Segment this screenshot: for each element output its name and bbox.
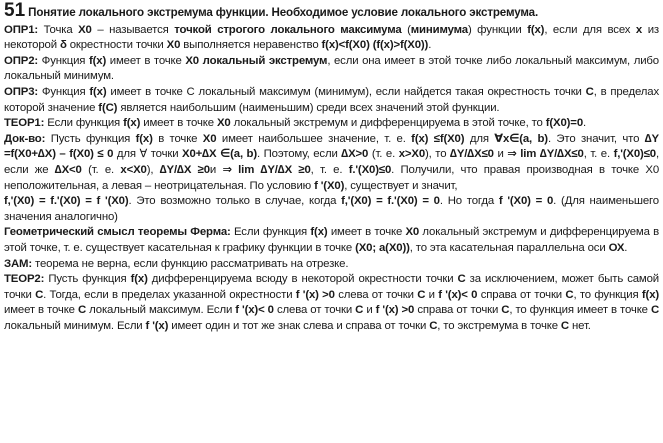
math: С xyxy=(457,273,466,286)
text: локальный экстремум и дифференцируема в этой точке, то xyxy=(230,117,546,130)
text: локальный экстремум и дифференцируема в этой точке, т. е. существует касательная к графику функции в точке xyxy=(4,226,660,254)
math: С xyxy=(585,85,594,98)
math: f(x) ≤f(X0) xyxy=(411,132,465,145)
theorem-1-label: ТЕОР1: xyxy=(4,117,45,130)
text: (т. е. xyxy=(81,163,121,176)
math: X0+∆X ∈(a, b) xyxy=(182,148,258,161)
math: Х0 xyxy=(78,23,92,36)
text: (т. е. xyxy=(368,148,399,161)
text: Если функция xyxy=(44,117,124,130)
text: и xyxy=(209,163,223,176)
text: и xyxy=(493,148,508,161)
math: f '(x) >0 xyxy=(375,304,415,317)
text: Если функция xyxy=(230,226,311,239)
text: . Но тогда xyxy=(439,195,499,208)
math: f(x) xyxy=(641,288,660,301)
text: , если она имеет в этой точке либо локальный максимум, либо локальный минимум. xyxy=(4,54,659,83)
text: Функция xyxy=(38,85,90,98)
math: Х0 xyxy=(216,117,231,130)
text: , существует и значит, xyxy=(344,179,458,192)
text: . xyxy=(624,241,628,254)
math: ∆X>0 xyxy=(341,148,369,161)
math: x<X0 xyxy=(120,163,147,176)
section-header xyxy=(4,0,659,22)
text: имеет в точке xyxy=(106,54,186,67)
term: точкой строгого локального максимума xyxy=(174,23,402,36)
math: ⇒ lim ∆Y/∆X ≥0 xyxy=(222,163,311,176)
text: , то эта касательная параллельна оси xyxy=(409,241,609,254)
math: х xyxy=(635,23,643,36)
text: , то экстремума в точке xyxy=(437,319,561,332)
math: ⇒ lim ∆Y/∆X≤0 xyxy=(507,148,584,161)
text: в точке xyxy=(152,132,203,145)
theorem-2 xyxy=(4,272,659,334)
math: Х0 xyxy=(405,226,420,239)
text: локальный максимум. Если xyxy=(86,304,236,317)
math: ∀x∈(a, b) xyxy=(494,132,548,145)
geometric-meaning xyxy=(4,225,659,256)
section-number: 51 xyxy=(4,0,26,21)
theorem-2-label: ТЕОР2: xyxy=(4,273,45,286)
math: С xyxy=(501,304,510,317)
text: дифференцируема всюду в некоторой окрестности точки xyxy=(147,273,458,286)
text: . xyxy=(428,39,432,52)
math: ∆Y/∆X≤0 xyxy=(450,148,494,161)
math: С xyxy=(417,288,426,301)
text: ( xyxy=(401,23,411,36)
text: слева от точки xyxy=(273,304,356,317)
text: , то функция имеет в точке xyxy=(509,304,651,317)
text: ) функции xyxy=(467,23,528,36)
definition-1-label: ОПР1: xyxy=(4,23,39,36)
math: f(x)<f(X0) xyxy=(321,39,370,52)
text: имеет в точке xyxy=(4,304,78,317)
text: . (Для наименьшего значения аналогично) xyxy=(4,195,659,223)
text: ), xyxy=(146,163,160,176)
math: ∆X<0 xyxy=(54,163,82,176)
section-title: Понятие локального экстремума функции. Необходимое условие локального экстремума. xyxy=(28,6,539,19)
geometric-meaning-label: Геометрический смысл теоремы Ферма: xyxy=(4,226,231,239)
math: x>X0 xyxy=(398,148,426,161)
text: слева от точки xyxy=(334,288,418,301)
text: имеет в точке С локальный максимум (минимум), если найдется такая окрестность точки xyxy=(106,85,586,98)
text: выполняется неравенство xyxy=(180,39,322,52)
math: С xyxy=(355,304,364,317)
text: имеет в точке xyxy=(140,117,217,130)
text: теорема не верна, если функцию рассматривать на отрезке. xyxy=(32,257,349,270)
math: f,'(X0)≤0 xyxy=(613,148,656,161)
text: имеет один и тот же знак слева и справа от точки xyxy=(168,319,430,332)
text: справа от точки xyxy=(414,304,502,317)
text: . Поэтому, если xyxy=(257,148,342,161)
math: С xyxy=(35,288,44,301)
text: Пусть функция xyxy=(44,273,131,286)
math: f,'(X0) = f.'(X0) = f '(X0) xyxy=(4,195,129,208)
definition-2 xyxy=(4,54,659,85)
math: (X0; a(X0)) xyxy=(355,241,410,254)
text: имеет в точке xyxy=(327,226,406,239)
text: справа от точки xyxy=(477,288,566,301)
term: Х0 локальный экстремум xyxy=(185,54,328,67)
theorem-1 xyxy=(4,116,659,132)
math: X0 xyxy=(202,132,217,145)
definition-3-label: ОПР3: xyxy=(4,85,39,98)
text: . Получили, что правая производная в точке Х0 неположительная, а левая – неотрицательная. По условию xyxy=(4,163,660,192)
proof xyxy=(4,132,659,226)
text: , т. е. xyxy=(583,148,614,161)
term: минимума xyxy=(410,23,468,36)
math: f(С) xyxy=(98,101,118,114)
math: f(x) xyxy=(310,226,328,239)
text: , в пределах которой значение xyxy=(4,85,659,114)
remark xyxy=(4,257,659,273)
math: ОХ xyxy=(608,241,625,254)
math: f '(X0) = 0 xyxy=(498,195,554,208)
math: f(x) xyxy=(88,54,107,67)
math: С xyxy=(560,319,569,332)
text: Функция xyxy=(38,54,89,67)
math: С xyxy=(565,288,574,301)
text: . Это значит, что xyxy=(547,132,645,145)
math: Х0 xyxy=(166,39,181,52)
text: и xyxy=(425,288,439,301)
text: Точка xyxy=(38,23,79,36)
text: . xyxy=(583,117,587,130)
text: , то функция xyxy=(573,288,642,301)
text: для xyxy=(464,132,495,145)
text: окрестности точки xyxy=(66,39,167,52)
math: f(x) xyxy=(527,23,545,36)
math: f '(x)< 0 xyxy=(438,288,478,301)
text: имеет наибольшее значение, т. е. xyxy=(216,132,412,145)
math: f,'(X0) = f.'(X0) = 0 xyxy=(341,195,440,208)
math: f '(x) >0 xyxy=(295,288,335,301)
math: С xyxy=(77,304,87,317)
text: из некоторой xyxy=(4,23,659,52)
text: , т. е. xyxy=(310,163,349,176)
math: ∆Y =f(X0+∆X) – f(X0) ≤ 0 xyxy=(4,132,660,161)
text: ), то xyxy=(425,148,451,161)
math: f(x) xyxy=(135,132,153,145)
math: f(x) xyxy=(89,85,107,98)
text: , если для всех xyxy=(544,23,636,36)
text: – называется xyxy=(91,23,175,36)
text: локальный минимум. Если xyxy=(4,319,146,332)
text: Пусть функция xyxy=(45,132,136,145)
math: δ xyxy=(59,39,67,52)
text: , если же xyxy=(4,148,659,176)
math: f(x) xyxy=(130,273,148,286)
text: . Тогда, если в пределах указанной окрестности xyxy=(43,288,296,301)
math: f '(x) xyxy=(145,319,169,332)
math: ∆Y/∆X ≥0 xyxy=(159,163,210,176)
math: С xyxy=(429,319,438,332)
math: f.'(X0)≤0 xyxy=(348,163,392,176)
math: f '(X0) xyxy=(314,179,345,192)
proof-label: Док-во: xyxy=(4,132,46,145)
text: . Это возможно только в случае, когда xyxy=(128,195,342,208)
math: f(x) xyxy=(123,117,141,130)
definition-1 xyxy=(4,23,659,54)
math: С xyxy=(650,304,660,317)
definition-3 xyxy=(4,85,659,116)
math: f(X0)=0 xyxy=(545,117,583,130)
remark-label: ЗАМ: xyxy=(4,257,33,270)
text: и xyxy=(363,304,376,317)
text: за исключением, может быть самой точки xyxy=(4,273,659,301)
math: f '(x)< 0 xyxy=(235,304,274,317)
text: является наибольшим (наименьшим) среди всех значений этой функции. xyxy=(117,101,500,114)
math: (f(x)>f(X0)) xyxy=(372,39,429,52)
text: нет. xyxy=(568,319,591,332)
definition-2-label: ОПР2: xyxy=(4,54,39,67)
text: для ∀ точки xyxy=(113,148,183,161)
